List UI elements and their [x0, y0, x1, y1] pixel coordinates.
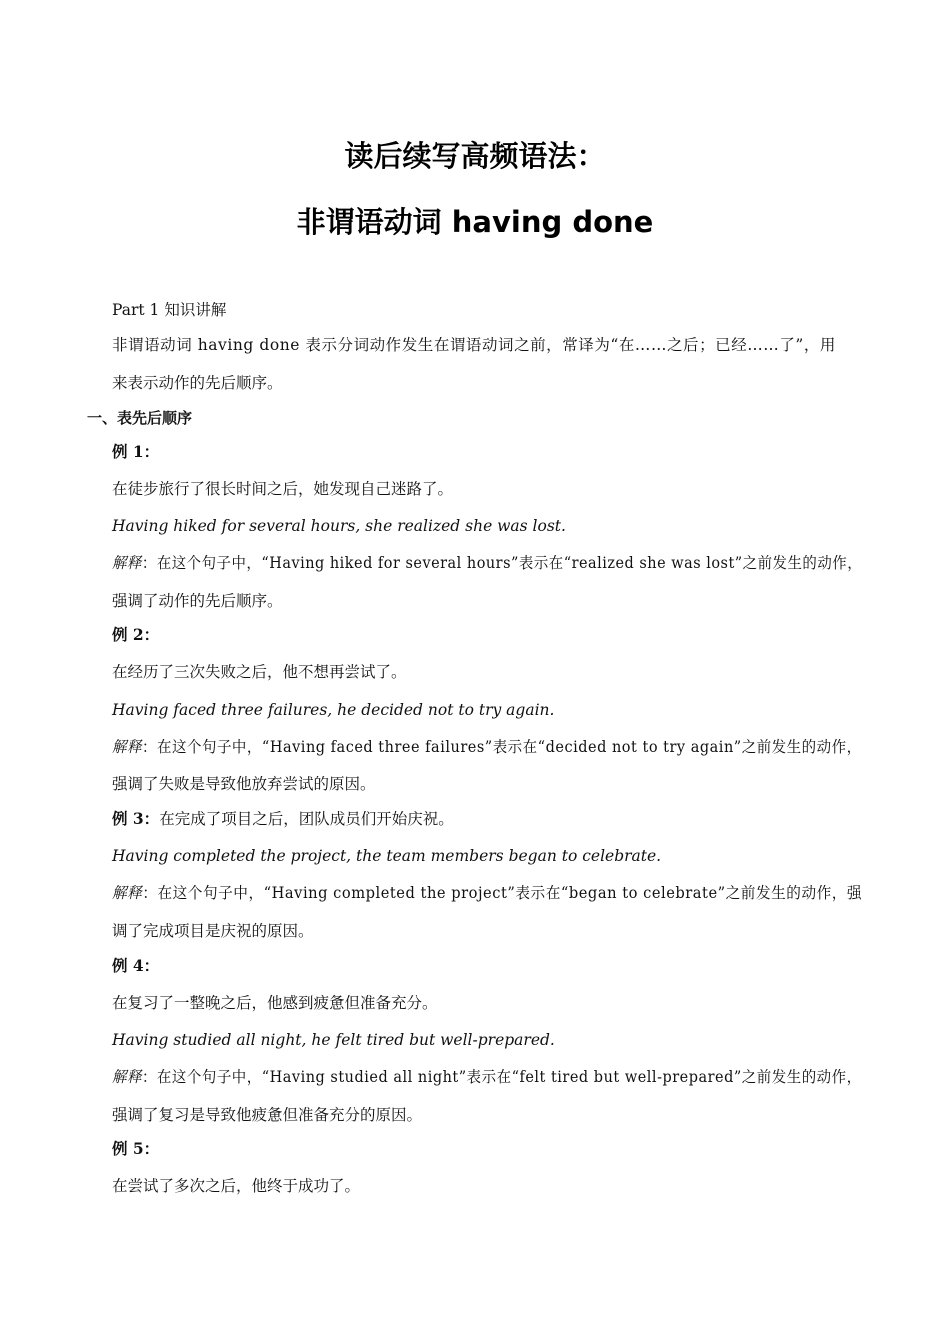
example-4-explanation [112, 1067, 862, 1087]
explain-label: 解释 [112, 554, 142, 572]
example-1-explanation [112, 553, 862, 573]
example-4-label: 例 4： [112, 956, 160, 975]
example-2-explanation-cont: 强调了失败是导致他放弃尝试的原因。 [112, 775, 376, 793]
title-line-1: 读后续写高频语法： [344, 139, 606, 173]
explain-text: ：在这个句子中，“Having completed the project”表示在“began to celebrate”之前发生的动作，强 [142, 884, 863, 902]
example-1-chinese: 在徒步旅行了很长时间之后，她发现自己迷路了。 [112, 480, 454, 498]
example-4-english: Having studied all night, he felt tired but well-prepared. [112, 1031, 555, 1049]
example-3-chinese: 在完成了项目之后，团队成员们开始庆祝。 [159, 810, 454, 828]
explain-label: 解释 [112, 738, 142, 756]
example-5-label: 例 5： [112, 1139, 160, 1158]
explain-label: 解释 [112, 1068, 142, 1086]
example-3-explanation-cont: 调了完成项目是庆祝的原因。 [112, 922, 314, 940]
example-4-chinese: 在复习了一整晚之后，他感到疲惫但准备充分。 [112, 994, 438, 1012]
example-1-label: 例 1： [112, 442, 160, 461]
part1-heading: Part 1 知识讲解 [112, 301, 227, 319]
example-3-line [112, 809, 454, 829]
example-2-explanation [112, 737, 862, 757]
section-heading: 一、表先后顺序 [87, 409, 193, 427]
explain-text: ：在这个句子中，“Having faced three failures”表示在“decided not to try again”之前发生的动作， [141, 738, 862, 756]
example-5-chinese: 在尝试了多次之后，他终于成功了。 [112, 1177, 361, 1195]
explain-text: ：在这个句子中，“Having hiked for several hours”表示在“realized she was lost”之前发生的动作， [141, 554, 863, 572]
explain-label: 解释 [112, 884, 143, 902]
example-1-explanation-cont: 强调了动作的先后顺序。 [112, 592, 283, 610]
example-4-explanation-cont: 强调了复习是导致他疲惫但准备充分的原因。 [112, 1106, 423, 1124]
title-line-2: 非谓语动词 having done [296, 205, 654, 239]
example-2-label: 例 2： [112, 625, 160, 644]
example-3-label: 例 3： [112, 809, 160, 828]
example-1-english: Having hiked for several hours, she realized she was lost. [112, 517, 566, 535]
example-3-english: Having completed the project, the team members began to celebrate. [112, 847, 662, 865]
example-3-explanation [112, 883, 862, 903]
example-2-chinese: 在经历了三次失败之后，他不想再尝试了。 [112, 663, 407, 681]
explain-text: ：在这个句子中，“Having studied all night”表示在“felt tired but well-prepared”之前发生的动作， [141, 1068, 862, 1086]
intro-line-2: 来表示动作的先后顺序。 [112, 374, 283, 392]
example-2-english: Having faced three failures, he decided not to try again. [112, 701, 555, 719]
intro-line-1: 非谓语动词 having done 表示分词动作发生在谓语动词之前，常译为“在……之后；已经……了”，用 [112, 336, 836, 354]
